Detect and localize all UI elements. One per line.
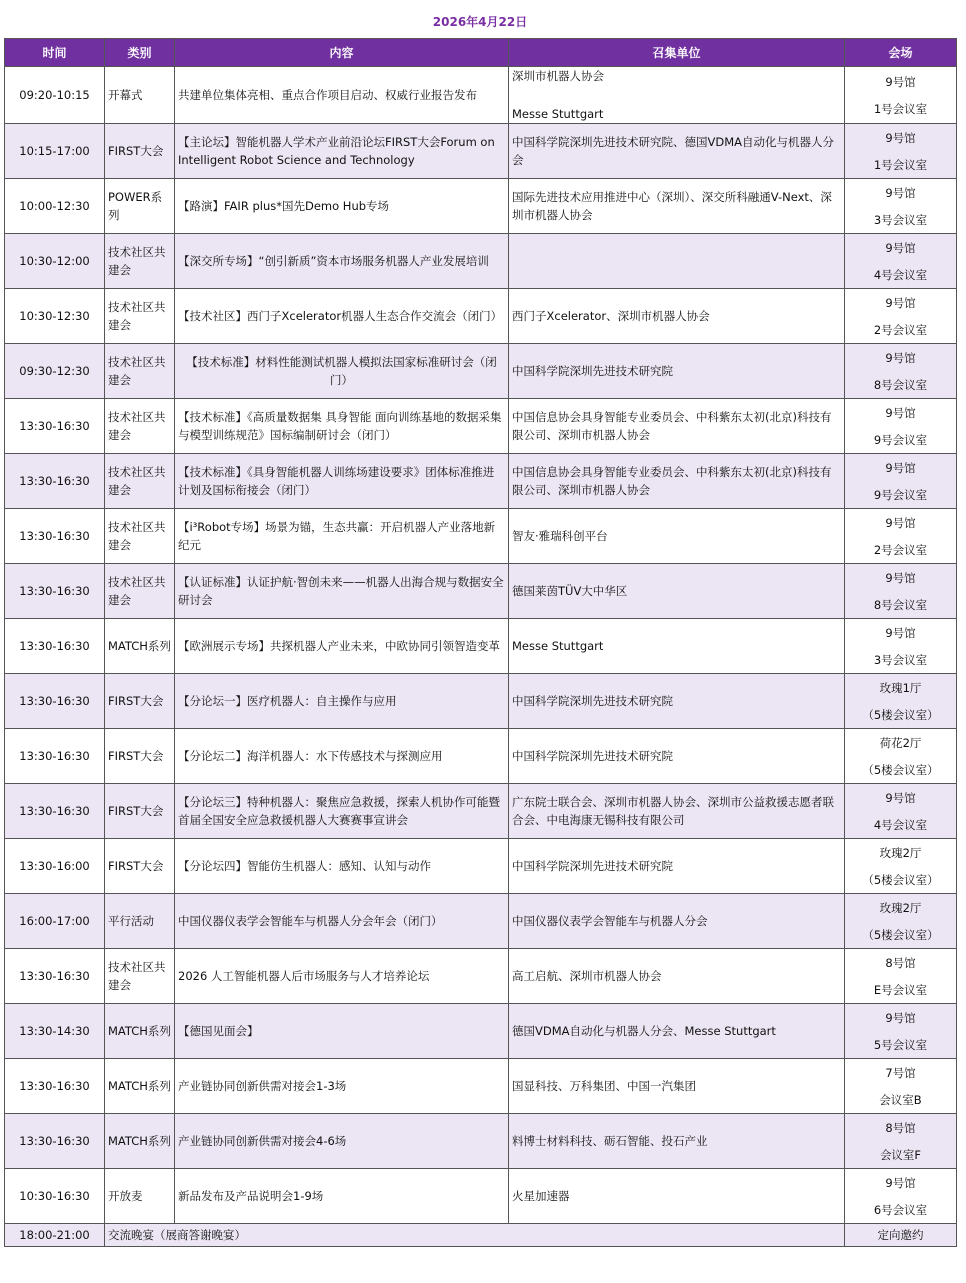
venue-hall: 9号馆	[885, 240, 916, 255]
time-cell: 13:30-16:30	[5, 674, 105, 729]
venue-hall: 7号馆	[885, 1065, 916, 1080]
time-cell: 10:30-12:30	[5, 289, 105, 344]
organizer-cell: 中国信息协会具身智能专业委员会、中科紫东太初(北京)科技有限公司、深圳市机器人协会	[509, 454, 845, 509]
venue-cell	[845, 399, 957, 454]
table-row	[5, 894, 957, 949]
venue-cell	[845, 619, 957, 674]
organizer-line: Messe Stuttgart	[512, 107, 604, 121]
venue-cell	[845, 509, 957, 564]
organizer-cell: Messe Stuttgart	[509, 619, 845, 674]
header-row	[5, 39, 957, 67]
venue-room: 会议室B	[879, 1092, 922, 1107]
content-cell: 产业链协同创新供需对接会1-3场	[175, 1059, 509, 1114]
venue-cell	[845, 67, 957, 124]
venue-hall: 9号馆	[885, 130, 916, 145]
venue-hall: 9号馆	[885, 515, 916, 530]
category-cell: FIRST大会	[105, 784, 175, 839]
time-cell: 10:15-17:00	[5, 124, 105, 179]
organizer-cell: 德国VDMA自动化与机器人分会、Messe Stuttgart	[509, 1004, 845, 1059]
table-row	[5, 344, 957, 399]
venue-room: 8号会议室	[873, 597, 928, 612]
venue-room: 2号会议室	[873, 322, 928, 337]
content-cell: 【技术标准】材料性能测试机器人模拟法国家标准研讨会（闭门）	[175, 344, 509, 399]
table-row	[5, 784, 957, 839]
venue-hall: 9号馆	[885, 405, 916, 420]
venue-cell	[845, 124, 957, 179]
time-cell: 13:30-16:30	[5, 784, 105, 839]
organizer-cell: 中国仪器仪表学会智能车与机器人分会	[509, 894, 845, 949]
schedule-date: 2026年4月22日	[432, 15, 528, 29]
category-cell: MATCH系列	[105, 1059, 175, 1114]
venue-hall: 9号馆	[885, 74, 916, 89]
organizer-cell: 西门子Xcelerator、深圳市机器人协会	[509, 289, 845, 344]
content-cell: 【分论坛三】特种机器人：聚焦应急救援，探索人机协作可能暨首届全国安全应急救援机器人大赛赛事宣讲会	[175, 784, 509, 839]
time-cell: 09:20-10:15	[5, 67, 105, 124]
time-cell: 13:30-16:30	[5, 949, 105, 1004]
venue-room: 6号会议室	[873, 1202, 928, 1217]
content-cell: 【技术社区】西门子Xcelerator机器人生态合作交流会（闭门）	[175, 289, 509, 344]
venue-room: 4号会议室	[873, 267, 928, 282]
table-row	[5, 124, 957, 179]
category-cell: 开放麦	[105, 1169, 175, 1224]
header-organizer: 召集单位	[509, 39, 845, 67]
time-cell: 13:30-16:30	[5, 509, 105, 564]
time-cell: 13:30-16:30	[5, 619, 105, 674]
organizer-line: 深圳市机器人协会	[512, 69, 604, 83]
venue-cell	[845, 564, 957, 619]
venue-room: （5楼会议室）	[862, 707, 939, 722]
category-cell: MATCH系列	[105, 1114, 175, 1169]
venue-hall: 9号馆	[885, 295, 916, 310]
table-row	[5, 839, 957, 894]
content-cell: 【德国见面会】	[175, 1004, 509, 1059]
venue-hall: 9号馆	[885, 185, 916, 200]
venue-room: 会议室F	[879, 1147, 922, 1162]
time-cell: 13:30-14:30	[5, 1004, 105, 1059]
venue-room: 9号会议室	[873, 487, 928, 502]
venue-hall: 9号馆	[885, 350, 916, 365]
content-cell: 【分论坛一】医疗机器人：自主操作与应用	[175, 674, 509, 729]
organizer-cell	[509, 234, 845, 289]
venue-cell	[845, 289, 957, 344]
table-row	[5, 1114, 957, 1169]
venue-room: 3号会议室	[873, 212, 928, 227]
time-cell: 13:30-16:30	[5, 1114, 105, 1169]
content-cell: 【i³Robot专场】场景为锚，生态共赢：开启机器人产业落地新纪元	[175, 509, 509, 564]
content-cell: 【技术标准】《具身智能机器人训练场建设要求》团体标准推进计划及国标衔接会（闭门）	[175, 454, 509, 509]
organizer-cell: 中国信息协会具身智能专业委员会、中科紫东太初(北京)科技有限公司、深圳市机器人协会	[509, 399, 845, 454]
venue-cell: 定向邀约	[845, 1224, 957, 1247]
table-row	[5, 949, 957, 1004]
venue-hall: 9号馆	[885, 570, 916, 585]
time-cell: 10:30-12:00	[5, 234, 105, 289]
venue-hall: 玫瑰2厅	[879, 845, 922, 860]
venue-cell	[845, 454, 957, 509]
venue-hall: 9号馆	[885, 1175, 916, 1190]
content-cell: 【认证标准】认证护航·智创未来——机器人出海合规与数据安全研讨会	[175, 564, 509, 619]
category-cell: POWER系列	[105, 179, 175, 234]
table-row	[5, 454, 957, 509]
content-cell: 共建单位集体亮相、重点合作项目启动、权威行业报告发布	[175, 67, 509, 124]
organizer-cell: 德国莱茵TÜV大中华区	[509, 564, 845, 619]
venue-room: 5号会议室	[873, 1037, 928, 1052]
category-cell: 技术社区共建会	[105, 564, 175, 619]
header-time: 时间	[5, 39, 105, 67]
table-row	[5, 399, 957, 454]
organizer-cell: 广东院士联合会、深圳市机器人协会、深圳市公益救援志愿者联合会、中电海康无锡科技有限公司	[509, 784, 845, 839]
organizer-cell	[509, 67, 845, 124]
content-cell: 中国仪器仪表学会智能车与机器人分会年会（闭门）	[175, 894, 509, 949]
venue-cell	[845, 729, 957, 784]
table-row	[5, 67, 957, 124]
time-cell: 13:30-16:00	[5, 839, 105, 894]
table-row	[5, 729, 957, 784]
venue-room: （5楼会议室）	[862, 927, 939, 942]
time-cell: 09:30-12:30	[5, 344, 105, 399]
venue-cell	[845, 1059, 957, 1114]
venue-cell	[845, 894, 957, 949]
content-cell: 【欧洲展示专场】共探机器人产业未来，中欧协同引领智造变革	[175, 619, 509, 674]
venue-hall: 8号馆	[885, 1120, 916, 1135]
venue-room: 3号会议室	[873, 652, 928, 667]
content-cell: 【技术标准】《高质量数据集 具身智能 面向训练基地的数据采集与模型训练规范》国标编制研讨会（闭门）	[175, 399, 509, 454]
table-row	[5, 1059, 957, 1114]
venue-hall: 9号馆	[885, 625, 916, 640]
table-row	[5, 179, 957, 234]
content-cell: 新品发布及产品说明会1-9场	[175, 1169, 509, 1224]
venue-cell	[845, 839, 957, 894]
venue-room: 2号会议室	[873, 542, 928, 557]
venue-room: （5楼会议室）	[862, 872, 939, 887]
category-cell: 技术社区共建会	[105, 949, 175, 1004]
venue-cell	[845, 1114, 957, 1169]
header-venue: 会场	[845, 39, 957, 67]
venue-cell	[845, 949, 957, 1004]
time-cell: 10:30-16:30	[5, 1169, 105, 1224]
organizer-cell: 高工启航、深圳市机器人协会	[509, 949, 845, 1004]
table-row	[5, 1169, 957, 1224]
venue-hall: 玫瑰1厅	[879, 680, 922, 695]
organizer-cell: 国际先进技术应用推进中心（深圳）、深交所科融通V-Next、深圳市机器人协会	[509, 179, 845, 234]
dinner-content-cell: 交流晚宴（展商答谢晚宴）	[105, 1224, 845, 1247]
time-cell: 18:00-21:00	[5, 1224, 105, 1247]
time-cell: 13:30-16:30	[5, 1059, 105, 1114]
venue-cell	[845, 234, 957, 289]
category-cell: MATCH系列	[105, 1004, 175, 1059]
table-row	[5, 509, 957, 564]
venue-cell	[845, 674, 957, 729]
category-cell: FIRST大会	[105, 839, 175, 894]
table-row	[5, 289, 957, 344]
category-cell: 开幕式	[105, 67, 175, 124]
organizer-cell: 中国科学院深圳先进技术研究院	[509, 344, 845, 399]
organizer-cell: 中国科学院深圳先进技术研究院	[509, 839, 845, 894]
venue-hall: 8号馆	[885, 955, 916, 970]
category-cell: 技术社区共建会	[105, 509, 175, 564]
venue-room: 9号会议室	[873, 432, 928, 447]
venue-cell	[845, 1004, 957, 1059]
time-cell: 13:30-16:30	[5, 454, 105, 509]
venue-hall: 9号馆	[885, 790, 916, 805]
time-cell: 16:00-17:00	[5, 894, 105, 949]
category-cell: 技术社区共建会	[105, 454, 175, 509]
category-cell: FIRST大会	[105, 124, 175, 179]
venue-cell	[845, 1169, 957, 1224]
venue-room: 1号会议室	[873, 157, 928, 172]
organizer-cell: 中国科学院深圳先进技术研究院、德国VDMA自动化与机器人分会	[509, 124, 845, 179]
content-cell: 【分论坛四】智能仿生机器人：感知、认知与动作	[175, 839, 509, 894]
table-row	[5, 564, 957, 619]
venue-hall: 9号馆	[885, 460, 916, 475]
time-cell: 13:30-16:30	[5, 729, 105, 784]
schedule-body	[5, 67, 957, 1247]
category-cell: 技术社区共建会	[105, 234, 175, 289]
content-cell: 产业链协同创新供需对接会4-6场	[175, 1114, 509, 1169]
table-row-dinner	[5, 1224, 957, 1247]
organizer-cell: 火星加速器	[509, 1169, 845, 1224]
table-row	[5, 619, 957, 674]
organizer-cell: 料博士材料科技、砺石智能、投石产业	[509, 1114, 845, 1169]
venue-cell	[845, 179, 957, 234]
venue-hall: 9号馆	[885, 1010, 916, 1025]
category-cell: 技术社区共建会	[105, 289, 175, 344]
venue-room: （5楼会议室）	[862, 762, 939, 777]
venue-hall: 荷花2厅	[879, 735, 922, 750]
table-row	[5, 234, 957, 289]
organizer-cell: 国显科技、万科集团、中国一汽集团	[509, 1059, 845, 1114]
venue-hall: 玫瑰2厅	[879, 900, 922, 915]
category-cell: 平行活动	[105, 894, 175, 949]
category-cell: 技术社区共建会	[105, 344, 175, 399]
content-cell: 2026 人工智能机器人后市场服务与人才培养论坛	[175, 949, 509, 1004]
venue-room: 8号会议室	[873, 377, 928, 392]
category-cell: MATCH系列	[105, 619, 175, 674]
header-content: 内容	[175, 39, 509, 67]
content-cell: 【主论坛】智能机器人学术产业前沿论坛FIRST大会Forum on Intelligent Robot Science and Technology	[175, 124, 509, 179]
time-cell: 10:00-12:30	[5, 179, 105, 234]
content-cell: 【分论坛二】海洋机器人：水下传感技术与探测应用	[175, 729, 509, 784]
organizer-cell: 智友·雅瑞科创平台	[509, 509, 845, 564]
category-cell: 技术社区共建会	[105, 399, 175, 454]
category-cell: FIRST大会	[105, 674, 175, 729]
header-category: 类别	[105, 39, 175, 67]
organizer-cell: 中国科学院深圳先进技术研究院	[509, 674, 845, 729]
organizer-cell: 中国科学院深圳先进技术研究院	[509, 729, 845, 784]
time-cell: 13:30-16:30	[5, 564, 105, 619]
table-row	[5, 1004, 957, 1059]
content-cell: 【深交所专场】“创引新质”资本市场服务机器人产业发展培训	[175, 234, 509, 289]
time-cell: 13:30-16:30	[5, 399, 105, 454]
venue-room: 4号会议室	[873, 817, 928, 832]
schedule-table-wrap	[4, 38, 957, 1247]
venue-cell	[845, 344, 957, 399]
venue-room: 1号会议室	[873, 101, 928, 116]
table-row	[5, 674, 957, 729]
content-cell: 【路演】FAIR plus*国先Demo Hub专场	[175, 179, 509, 234]
venue-cell	[845, 784, 957, 839]
venue-room: E号会议室	[873, 982, 928, 997]
schedule-table	[4, 38, 957, 1247]
category-cell: FIRST大会	[105, 729, 175, 784]
